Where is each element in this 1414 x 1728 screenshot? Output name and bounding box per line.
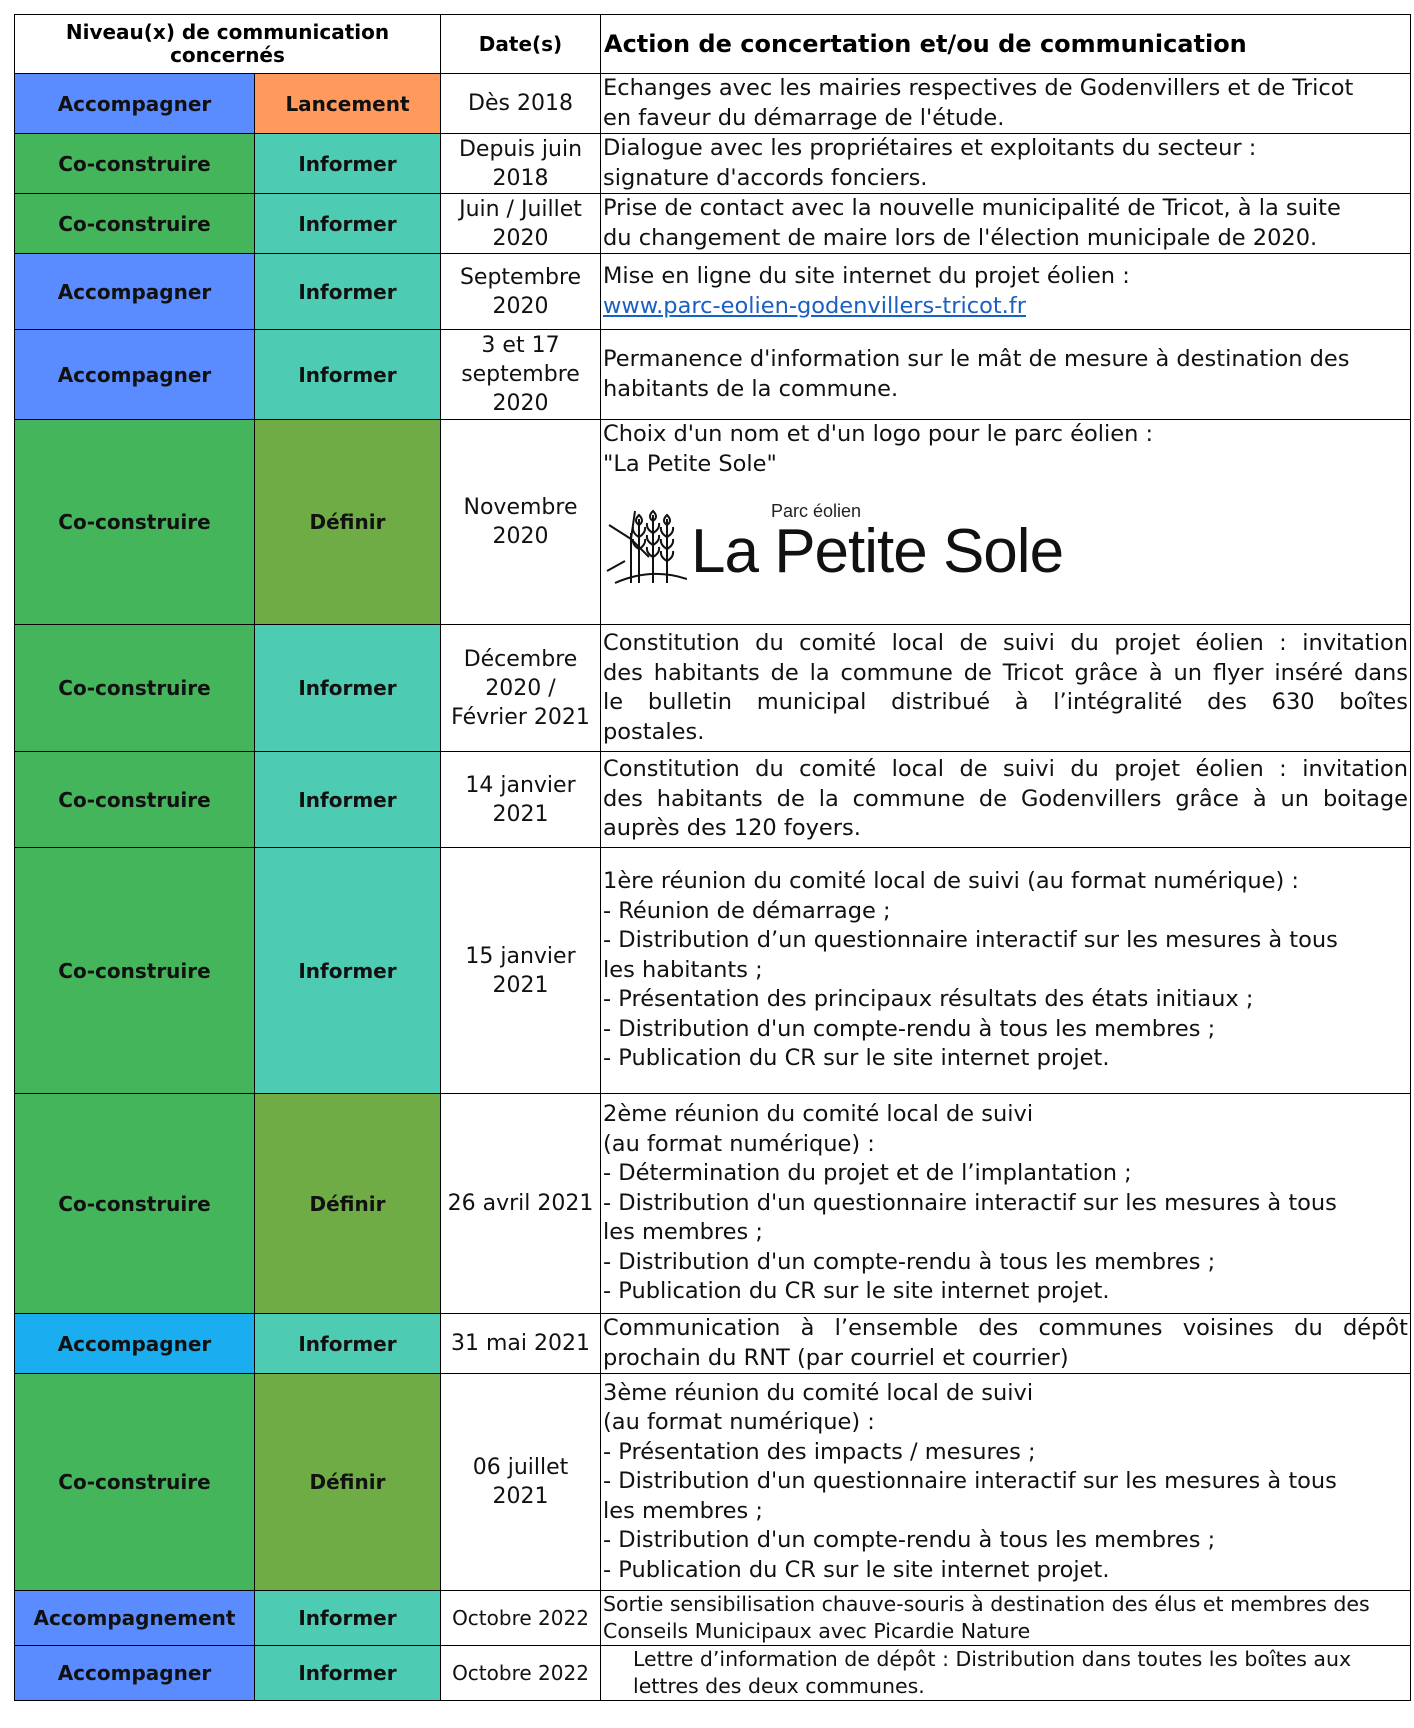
table-row <box>15 1591 1411 1646</box>
action-line: - Détermination du projet et de l’implantation ; <box>603 1160 1132 1187</box>
action-line: signature d'accords fonciers. <box>603 164 928 191</box>
date-line: 2020 <box>492 293 549 319</box>
action-line: - Publication du CR sur le site internet projet. <box>603 1278 1110 1305</box>
action-line: les habitants ; <box>603 956 763 983</box>
level-secondary-cell <box>255 1094 441 1314</box>
level-primary-label: Co-construire <box>58 1191 211 1216</box>
level-secondary-cell <box>255 330 441 420</box>
header-levels-line2: concernés <box>170 43 285 67</box>
logo-name: La Petite Sole <box>691 516 1064 586</box>
action-cell <box>601 134 1411 194</box>
level-secondary-label: Informer <box>298 1661 397 1685</box>
level-secondary-cell <box>255 752 441 848</box>
date-line: 2018 <box>492 165 549 191</box>
level-secondary-label: Informer <box>298 1606 397 1630</box>
action-line: Echanges avec les mairies respectives de Godenvillers et de Tricot <box>603 75 1354 101</box>
table-row <box>15 1314 1411 1374</box>
date-cell <box>441 134 601 194</box>
action-cell <box>601 1591 1411 1646</box>
date-cell <box>441 1374 601 1591</box>
level-primary-cell <box>15 74 255 134</box>
level-primary-cell <box>15 420 255 625</box>
action-cell <box>601 1094 1411 1314</box>
level-primary-cell <box>15 330 255 420</box>
header-levels <box>15 15 441 74</box>
action-line: prochain du RNT (par courriel et courrier) <box>603 1344 1069 1371</box>
action-line: - Publication du CR sur le site internet projet. <box>603 1556 1110 1583</box>
action-line: 1ère réunion du comité local de suivi (au format numérique) : <box>603 868 1299 895</box>
action-line: - Distribution d'un compte-rendu à tous les membres ; <box>603 1248 1216 1275</box>
level-primary-cell <box>15 752 255 848</box>
action-line: postales. <box>603 718 705 745</box>
action-cell <box>601 420 1411 625</box>
action-line: - Publication du CR sur le site internet projet. <box>603 1045 1110 1072</box>
action-line: Dialogue avec les propriétaires et exploitants du secteur : <box>603 135 1257 161</box>
action-line: Lettre d’information de dépôt : Distribution dans toutes les boîtes aux <box>633 1647 1352 1671</box>
level-secondary-label: Lancement <box>285 91 410 116</box>
level-primary-cell <box>15 254 255 330</box>
action-line: - Présentation des principaux résultats des états initiaux ; <box>603 986 1254 1013</box>
date-line: Octobre 2022 <box>452 1660 589 1685</box>
action-line: Communication à l’ensemble des communes voisines du dépôt <box>603 1315 1408 1341</box>
date-line: Février 2021 <box>451 704 590 730</box>
level-primary-cell <box>15 1646 255 1701</box>
level-primary-label: Co-construire <box>58 787 211 812</box>
level-primary-cell <box>15 194 255 254</box>
level-secondary-cell <box>255 1646 441 1701</box>
level-secondary-label: Informer <box>298 362 397 387</box>
action-cell <box>601 625 1411 752</box>
level-secondary-label: Informer <box>298 1331 397 1356</box>
level-primary-label: Accompagner <box>57 91 212 116</box>
action-line: habitants de la commune. <box>603 375 899 402</box>
table-row <box>15 194 1411 254</box>
level-primary-label: Co-construire <box>58 510 211 534</box>
action-line: auprès des 120 foyers. <box>603 815 861 842</box>
action-line: des habitants de la commune de Godenvillers grâce à un boitage <box>603 785 1408 812</box>
level-secondary-cell <box>255 254 441 330</box>
action-line: "La Petite Sole" <box>603 450 777 477</box>
header-dates: Date(s) <box>441 15 601 74</box>
action-cell <box>601 1374 1411 1591</box>
project-website-link[interactable]: www.parc-eolien-godenvillers-tricot.fr <box>603 292 1026 319</box>
action-cell <box>601 752 1411 848</box>
date-line: Octobre 2022 <box>452 1605 589 1630</box>
table-row <box>15 330 1411 420</box>
action-cell <box>601 848 1411 1094</box>
level-primary-cell <box>15 1094 255 1314</box>
action-cell <box>601 1646 1411 1701</box>
action-line: (au format numérique) : <box>603 1409 875 1436</box>
action-cell <box>601 1314 1411 1374</box>
date-line: 2020 <box>492 225 549 251</box>
wheat-windmill-logo-icon <box>605 505 687 585</box>
level-secondary-cell <box>255 1374 441 1591</box>
date-line: Novembre <box>463 495 578 520</box>
date-line: Depuis juin <box>458 136 583 162</box>
level-secondary-cell <box>255 1591 441 1646</box>
logo-text-block <box>691 497 1063 585</box>
date-line: 2021 <box>492 801 549 827</box>
table-row <box>15 1374 1411 1591</box>
date-line: Juin / Juillet <box>459 196 582 222</box>
action-line: - Distribution d’un questionnaire interactif sur les mesures à tous <box>603 927 1338 954</box>
action-line: - Distribution d'un compte-rendu à tous les membres ; <box>603 1527 1216 1554</box>
level-secondary-label: Informer <box>298 787 397 812</box>
date-cell <box>441 194 601 254</box>
level-secondary-cell <box>255 134 441 194</box>
table-row <box>15 254 1411 330</box>
level-primary-cell <box>15 848 255 1094</box>
date-line: 3 et 17 <box>481 333 560 358</box>
action-line: Sortie sensibilisation chauve-souris à destination des élus et membres des <box>603 1592 1370 1616</box>
level-secondary-label: Informer <box>298 151 397 176</box>
level-primary-label: Co-construire <box>58 151 211 176</box>
level-secondary-label: Informer <box>298 958 397 983</box>
date-cell <box>441 254 601 330</box>
action-line: Constitution du comité local de suivi du projet éolien : invitation <box>603 630 1408 656</box>
action-line: - Distribution d'un compte-rendu à tous les membres ; <box>603 1015 1216 1042</box>
date-cell <box>441 1646 601 1701</box>
action-line: le bulletin municipal distribué à l’intégralité des 630 boîtes <box>603 689 1408 715</box>
action-line: - Distribution d'un questionnaire interactif sur les mesures à tous <box>603 1468 1337 1495</box>
date-cell <box>441 330 601 420</box>
table-row <box>15 1094 1411 1314</box>
date-line: 26 avril 2021 <box>447 1191 594 1216</box>
level-primary-label: Accompagner <box>57 1331 212 1356</box>
level-secondary-cell <box>255 848 441 1094</box>
action-line: Mise en ligne du site internet du projet éolien : <box>603 263 1130 289</box>
date-line: 06 juillet <box>472 1455 569 1480</box>
date-cell <box>441 848 601 1094</box>
level-secondary-label: Informer <box>298 279 397 304</box>
level-secondary-cell <box>255 1314 441 1374</box>
action-line: les membres ; <box>603 1219 763 1246</box>
date-line: Dès 2018 <box>468 91 573 116</box>
level-primary-label: Co-construire <box>58 676 211 700</box>
action-cell <box>601 194 1411 254</box>
action-cell <box>601 330 1411 420</box>
action-line: Conseils Municipaux avec Picardie Nature <box>603 1619 1031 1643</box>
date-cell <box>441 752 601 848</box>
action-line: en faveur du démarrage de l'étude. <box>603 104 1005 131</box>
park-logo <box>605 497 1408 585</box>
action-line: Permanence d'information sur le mât de mesure à destination des <box>603 346 1350 372</box>
table-row <box>15 625 1411 752</box>
level-primary-label: Co-construire <box>58 211 211 236</box>
date-line: 2021 <box>492 1484 549 1509</box>
level-secondary-label: Définir <box>309 510 386 534</box>
date-line: 31 mai 2021 <box>451 1331 590 1356</box>
table-row <box>15 134 1411 194</box>
action-line: (au format numérique) : <box>603 1130 875 1157</box>
action-line: les membres ; <box>603 1497 763 1524</box>
table-row <box>15 752 1411 848</box>
communication-table <box>14 14 1411 1701</box>
level-secondary-label: Informer <box>298 211 397 236</box>
date-line: 2020 / <box>485 675 556 701</box>
date-line: 2021 <box>492 972 549 998</box>
level-secondary-cell <box>255 625 441 752</box>
level-primary-cell <box>15 1591 255 1646</box>
communication-table-wrapper <box>14 14 1410 1701</box>
level-primary-cell <box>15 1374 255 1591</box>
action-line: lettres des deux communes. <box>633 1674 925 1698</box>
header-levels-line1: Niveau(x) de communication <box>65 20 390 44</box>
date-line: Décembre <box>463 646 578 672</box>
level-primary-label: Accompagner <box>57 1661 212 1685</box>
level-secondary-label: Définir <box>309 1191 386 1216</box>
action-line: Choix d'un nom et d'un logo pour le parc éolien : <box>603 421 1154 447</box>
date-cell <box>441 1094 601 1314</box>
table-body <box>15 74 1411 1701</box>
action-line: 2ème réunion du comité local de suivi <box>603 1101 1034 1128</box>
level-primary-cell <box>15 625 255 752</box>
date-cell <box>441 1591 601 1646</box>
logo-subtitle: Parc éolien <box>771 501 862 521</box>
level-primary-label: Accompagner <box>57 362 212 387</box>
table-row <box>15 1646 1411 1701</box>
level-primary-label: Co-construire <box>58 958 211 983</box>
action-line: des habitants de la commune de Tricot grâce à un flyer inséré dans <box>603 659 1408 686</box>
table-row <box>15 420 1411 625</box>
level-primary-cell <box>15 1314 255 1374</box>
date-cell <box>441 74 601 134</box>
table-header-row <box>15 15 1411 74</box>
level-secondary-cell <box>255 420 441 625</box>
date-line: 15 janvier <box>465 943 576 969</box>
level-secondary-cell <box>255 194 441 254</box>
level-secondary-label: Définir <box>309 1470 386 1494</box>
table-row <box>15 74 1411 134</box>
date-cell <box>441 420 601 625</box>
level-primary-label: Accompagnement <box>33 1606 236 1630</box>
action-line: Constitution du comité local de suivi du projet éolien : invitation <box>603 756 1408 783</box>
date-cell <box>441 625 601 752</box>
table-row <box>15 848 1411 1094</box>
date-cell <box>441 1314 601 1374</box>
action-line: - Réunion de démarrage ; <box>603 897 891 924</box>
action-line: - Distribution d'un questionnaire interactif sur les mesures à tous <box>603 1189 1337 1216</box>
level-primary-label: Accompagner <box>57 279 212 304</box>
date-line: septembre <box>461 362 580 387</box>
level-secondary-cell <box>255 74 441 134</box>
date-line: 2020 <box>492 391 549 416</box>
level-secondary-label: Informer <box>298 676 397 700</box>
action-cell <box>601 74 1411 134</box>
date-line: Septembre <box>459 264 582 290</box>
header-action: Action de concertation et/ou de communication <box>601 15 1411 74</box>
date-line: 14 janvier <box>465 772 576 798</box>
date-line: 2020 <box>492 524 549 549</box>
action-line: 3ème réunion du comité local de suivi <box>603 1379 1034 1406</box>
level-primary-cell <box>15 134 255 194</box>
action-line: Prise de contact avec la nouvelle municipalité de Tricot, à la suite <box>603 195 1341 221</box>
action-line: - Présentation des impacts / mesures ; <box>603 1438 1036 1465</box>
action-cell <box>601 254 1411 330</box>
level-primary-label: Co-construire <box>58 1470 211 1494</box>
action-line: du changement de maire lors de l'élection municipale de 2020. <box>603 224 1318 251</box>
